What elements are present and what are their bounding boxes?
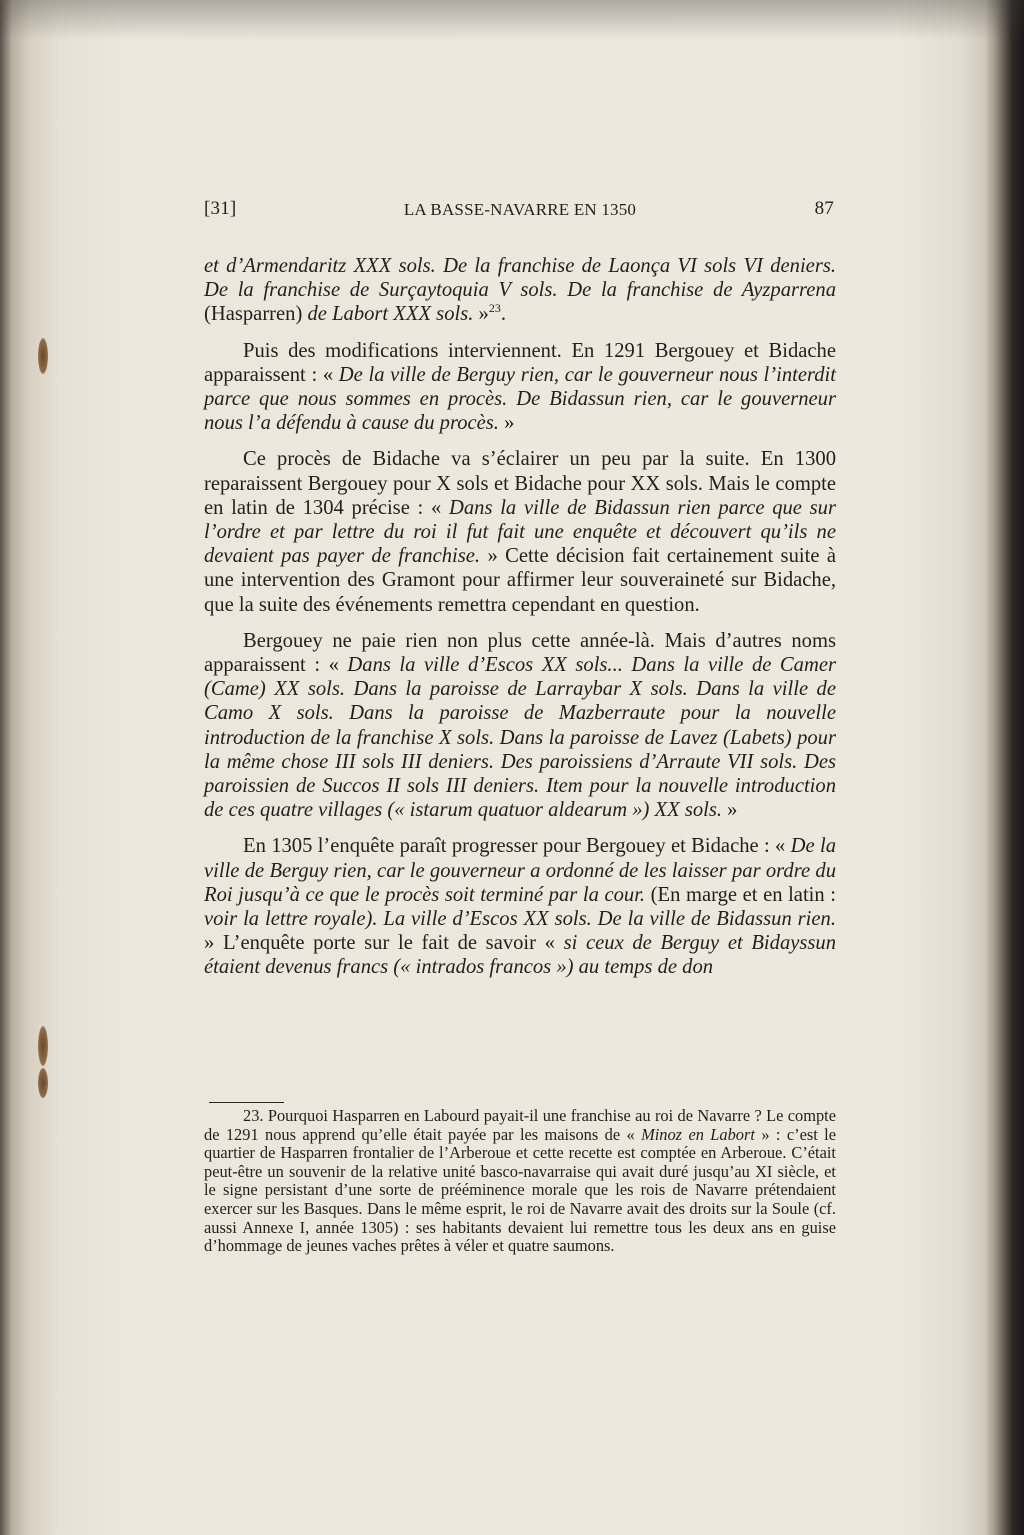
paragraph	[204, 254, 836, 327]
roman-text: Ce procès de Bidache va s’éclairer un peu par la suite. En 1300 reparaissent Bergouey pour X sols et Bidache pour XX sols. Mais le compte en latin de 1304 précise : «	[204, 448, 836, 519]
running-head	[204, 198, 836, 232]
italic-text: De la ville de Berguy rien, car le gouverneur a ordonné de les laisser par ordre du Roi jusqu’à ce que le procès soit terminé par la cour.	[204, 835, 836, 906]
footnote	[204, 1107, 836, 1256]
page-number: 87	[814, 198, 834, 219]
roman-text: »	[473, 303, 489, 326]
footnote-rule	[209, 1102, 284, 1103]
page-shadow	[0, 0, 1024, 40]
footnote-text	[204, 1107, 836, 1256]
text-column	[204, 198, 836, 992]
paragraph	[204, 447, 836, 616]
roman-text: (En marge et en latin :	[645, 883, 836, 906]
italic-text: si ceux de Berguy et Bidayssun étaient devenus francs (« intrados francos ») au temps de don	[204, 932, 837, 979]
running-title: LA BASSE-NAVARRE EN 1350	[403, 200, 637, 219]
paragraph	[204, 834, 836, 979]
roman-text: »	[722, 799, 738, 822]
italic-text: Minoz en Labort	[641, 1124, 755, 1144]
roman-text: »	[498, 412, 515, 435]
binding-mark-middle	[38, 1026, 48, 1066]
roman-text: 23. Pourquoi Hasparren en Labourd payait-il une franchise au roi de Navarre ? Le compte de 1291 nous apprend qu’elle était payée par les maisons de «	[204, 1106, 836, 1144]
italic-text: Dans la ville de Bidassun rien parce que sur l’ordre et par lettre du roi il fut fait une enquête et découvert qu’ils ne devaient pas payer de franchise.	[204, 496, 836, 568]
binding-mark-upper	[38, 338, 48, 374]
paragraph	[204, 629, 836, 823]
roman-text: En 1305 l’enquête paraît progresser pour Bergouey et Bidache : «	[243, 835, 791, 858]
italic-text: De la ville de Berguy rien, car le gouverneur nous l’interdit parce que nous sommes en procès. De Bidassun rien, car le gouverneur nous l’a défendu à cause du procès.	[204, 363, 836, 435]
roman-text: (Hasparren)	[204, 303, 308, 326]
italic-text: Dans la ville d’Escos XX sols... Dans la ville de Camer (Came) XX sols. Dans la paroisse de Larraybar X sols. Dans la ville de Camo X sols. Dans la paroisse de Mazberraute pour la nouvelle introduction de la franchise X sols. Dans la paroisse de Lavez (Labets) pour la même chose III sols III deniers. Des paroissiens d’Arraute VII sols. Des paroissien de Succos II sols III deniers. Item pour la nouvelle introduction de ces quatre villages (« istarum quatuor aldearum ») XX sols.	[204, 654, 836, 822]
italic-text: de Labort XXX sols.	[307, 303, 474, 326]
body-text	[204, 254, 836, 980]
italic-text: et d’Armendaritz XXX sols. De la franchise de Laonça VI sols VI deniers. De la franchise de Surçaytoquia V sols. De la franchise de Ayzparrena	[204, 255, 836, 302]
chapter-number: [31]	[204, 198, 237, 219]
roman-text: .	[500, 303, 506, 326]
roman-text: » L’enquête porte sur le fait de savoir «	[204, 932, 564, 955]
roman-text: » Cette décision fait certainement suite à une intervention des Gramont pour affirmer leur souveraineté sur Bidache, que la suite des événements remettra cependant en question.	[204, 545, 836, 616]
binding-mark-lower	[38, 1068, 48, 1098]
paragraph	[204, 339, 836, 436]
italic-text: voir la lettre royale). La ville d’Escos XX sols. De la ville de Bidassun rien.	[204, 908, 836, 931]
footnote-ref[interactable]: 23	[488, 301, 501, 316]
roman-text: Bergouey ne paie rien non plus cette année-là. Mais d’autres noms apparaissent : «	[204, 629, 836, 677]
roman-text: Puis des modifications interviennent. En 1291 Bergouey et Bidache apparaissent : «	[204, 339, 836, 386]
roman-text: » : c’est le quartier de Hasparren frontalier de l’Arberoue et cette recette est comptée en Arberoue. C’était peut-être un souvenir de la relative unité basco-navarraise qui avait duré jusqu’au XI siècle, et le signe persistant d’une sorte de prééminence morale que les rois de Navarre prétendaient exercer sur les Basques. Dans le même esprit, le roi de Navarre avait des droits sur la Soule (cf. aussi Annexe I, année 1305) : ses habitants devaient lui remettre tous les deux ans en guise d’hommage de jeunes vaches prêtes à véler et quatre saumons.	[204, 1124, 836, 1256]
